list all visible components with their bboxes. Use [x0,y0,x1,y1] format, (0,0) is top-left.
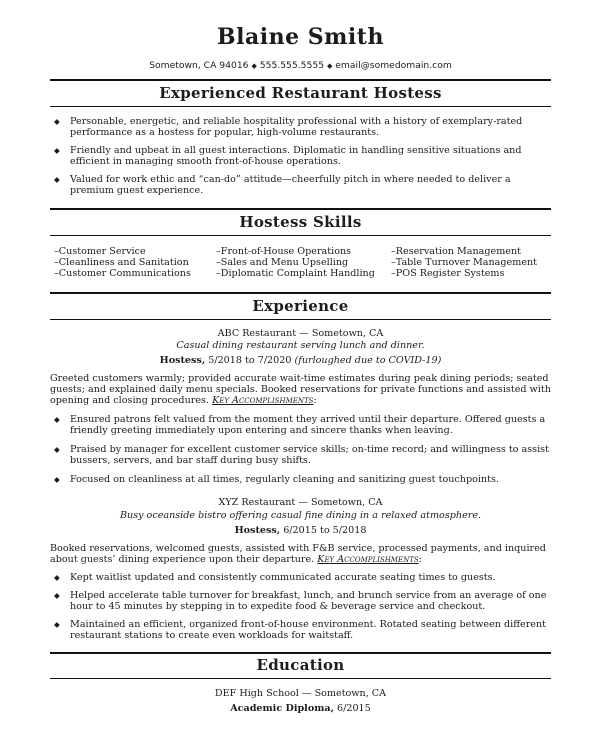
skill-item: – Diplomatic Complaint Handling [216,268,391,279]
divider [50,235,551,236]
job-note: (furloughed due to COVID-19) [294,355,442,366]
separator-icon: ◆ [326,62,333,70]
education-title: Education [256,656,345,674]
skills-column [54,246,216,279]
summary-item: ◆ Friendly and upbeat in all guest interactions. Diplomatic in handling sensitive situations and efficient in managing smooth front-of-house operations. [54,145,550,167]
skill-item: – Sales and Menu Upselling [216,257,391,268]
experience-title: Experience [252,297,349,315]
accomplishments-label: Key Accomplishments [212,395,314,406]
accomplishment-item: ◆ Helped accelerate table turnover for breakfast, lunch, and brunch service from an average of one hour to 45 minutes by stepping in to expedite food & beverage service and checkout. [54,590,550,612]
accomplishment-list [54,414,550,485]
job-role-line [0,525,601,536]
job-summary: Greeted customers warmly; provided accurate wait-time estimates during peak dining periods; seated guests; and explained daily menu specials. Booked reservations for private functions and assisted with opening and closing procedures. Key Accomplishments: [50,373,551,406]
skills-grid [54,246,554,279]
job-dates: 6/2015 to 5/2018 [283,525,367,536]
job-description: Busy oceanside bistro offering casual fine dining in a relaxed atmosphere. [119,510,482,521]
skills-title: Hostess Skills [239,213,362,231]
divider [50,292,551,294]
job-summary-text: Greeted customers warmly; provided accurate wait-time estimates during peak dining periods; seated guests; and explained daily menu specials. Booked reservations for private functions and assisted with opening and closing procedures. [50,373,551,406]
accomplishment-item: ◆ Maintained an efficient, organized front-of-house environment. Rotated seating between different restaurant stations to create even workloads for waitstaff. [54,619,550,641]
accomplishment-item: ◆ Ensured patrons felt valued from the moment they arrived until their departure. Offered guests a friendly greeting immediately upon entering and sincere thanks when leaving. [54,414,550,436]
education-school: DEF High School — Sometown, CA [214,688,387,699]
contact-phone: 555.555.5555 [259,60,325,71]
education-degree-line [0,703,601,714]
skill-item: – Front-of-House Operations [216,246,391,257]
divider [50,678,551,679]
summary-title: Experienced Restaurant Hostess [159,84,442,102]
summary-list [54,116,550,196]
accomplishment-item: ◆ Focused on cleanliness at all times, regularly cleaning and sanitizing guest touchpoints. [54,474,550,485]
summary-item: ◆ Valued for work ethic and “can-do” attitude—cheerfully pitch in where needed to deliver a premium guest experience. [54,174,550,196]
accomplishment-list [54,572,550,641]
accomplishments-label: Key Accomplishments [317,554,419,565]
skill-item: – POS Register Systems [391,268,554,279]
divider [50,208,551,210]
accomplishment-item: ◆ Praised by manager for excellent customer service skills; on-time record; and willingness to assist bussers, servers, and bar staff during busy shifts. [54,444,550,466]
candidate-name: Blaine Smith [217,24,384,50]
divider [50,319,551,320]
contact-email[interactable]: email@somedomain.com [335,60,452,71]
contact-line [0,60,601,72]
skills-column [391,246,554,279]
divider [50,79,551,81]
skill-item: – Customer Communications [54,268,216,279]
accomplishment-item: ◆ Kept waitlist updated and consistently communicated accurate seating times to guests. [54,572,550,583]
job-dates: 5/2018 to 7/2020 [208,355,292,366]
divider [50,652,551,654]
job-summary: Booked reservations, welcomed guests, assisted with F&B service, processed payments, and inquired about guests’ dining experience upon their departure. Key Accomplishments: [50,543,546,565]
education-degree: Academic Diploma, [230,703,334,714]
job-role-line [0,355,601,366]
skill-item: – Table Turnover Management [391,257,554,268]
job-description: Casual dining restaurant serving lunch and dinner. [176,340,425,351]
skills-column [216,246,391,279]
job-summary-text: Booked reservations, welcomed guests, assisted with F&B service, processed payments, and inquired about guests’ dining experience upon their departure. [50,543,546,565]
skill-item: – Reservation Management [391,246,554,257]
divider [50,106,551,107]
job-role: Hostess, [159,355,206,366]
job-employer: ABC Restaurant — Sometown, CA [217,328,384,339]
skill-item: – Customer Service [54,246,216,257]
job-employer: XYZ Restaurant — Sometown, CA [218,497,383,508]
skill-item: – Cleanliness and Sanitation [54,257,216,268]
summary-item: ◆ Personable, energetic, and reliable hospitality professional with a history of exemplary-rated performance as a hostess for popular, high-volume restaurants. [54,116,550,138]
contact-location: Sometown, CA 94016 [149,60,249,71]
education-year: 6/2015 [337,703,371,714]
job-role: Hostess, [234,525,281,536]
separator-icon: ◆ [251,62,257,70]
